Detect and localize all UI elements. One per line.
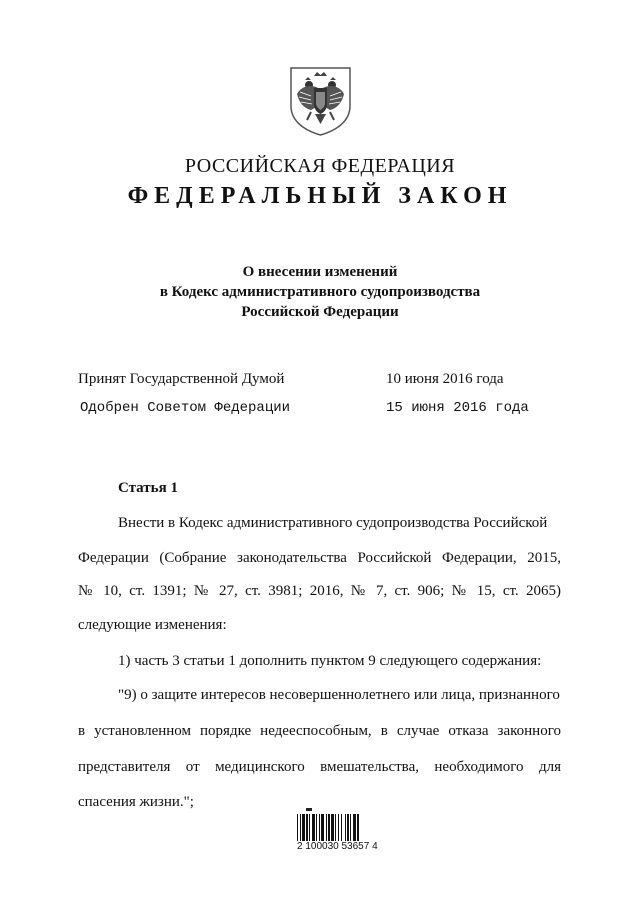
council-approval-date: 15 июня 2016 года [386, 400, 529, 416]
article-text-line: Федерации (Собрание законодательства Российской Федерации, 2015, [78, 550, 561, 566]
article-text-line: "9) о защите интересов несовершеннолетнего или лица, признанного [118, 687, 560, 703]
subject-line: Российской Федерации [241, 304, 399, 320]
article-text-line: Внести в Кодекс административного судопроизводства Российской [118, 515, 548, 531]
law-type-title: ФЕДЕРАЛЬНЫЙ ЗАКОН [127, 183, 513, 209]
duma-adoption-date: 10 июня 2016 года [386, 371, 504, 387]
article-text-line: представителя от медицинского вмешательства, необходимого для [78, 759, 561, 775]
barcode-number: 2 100030 53657 4 [297, 841, 378, 852]
duma-adoption-label: Принят Государственной Думой [78, 371, 285, 387]
article-text-line: № 10, ст. 1391; № 27, ст. 3981; 2016, № 7, ст. 906; № 15, ст. 2065) [78, 583, 561, 599]
coat-of-arms-icon [287, 66, 354, 136]
council-approval-label: Одобрен Советом Федерации [80, 400, 291, 416]
article-text-line: 1) часть 3 статьи 1 дополнить пунктом 9 следующего содержания: [118, 653, 542, 669]
country-name: РОССИЙСКАЯ ФЕДЕРАЦИЯ [184, 155, 456, 177]
law-subject [0, 262, 640, 322]
article-heading: Статья 1 [118, 480, 178, 496]
article-text-line: в установленном порядке недееспособным, в случае отказа законного [78, 723, 561, 739]
article-text-line: спасения жизни."; [78, 794, 194, 810]
article-text-line: следующие изменения: [78, 617, 227, 633]
subject-line: О внесении изменений [242, 264, 398, 280]
subject-line: в Кодекс административного судопроизводства [159, 284, 481, 300]
